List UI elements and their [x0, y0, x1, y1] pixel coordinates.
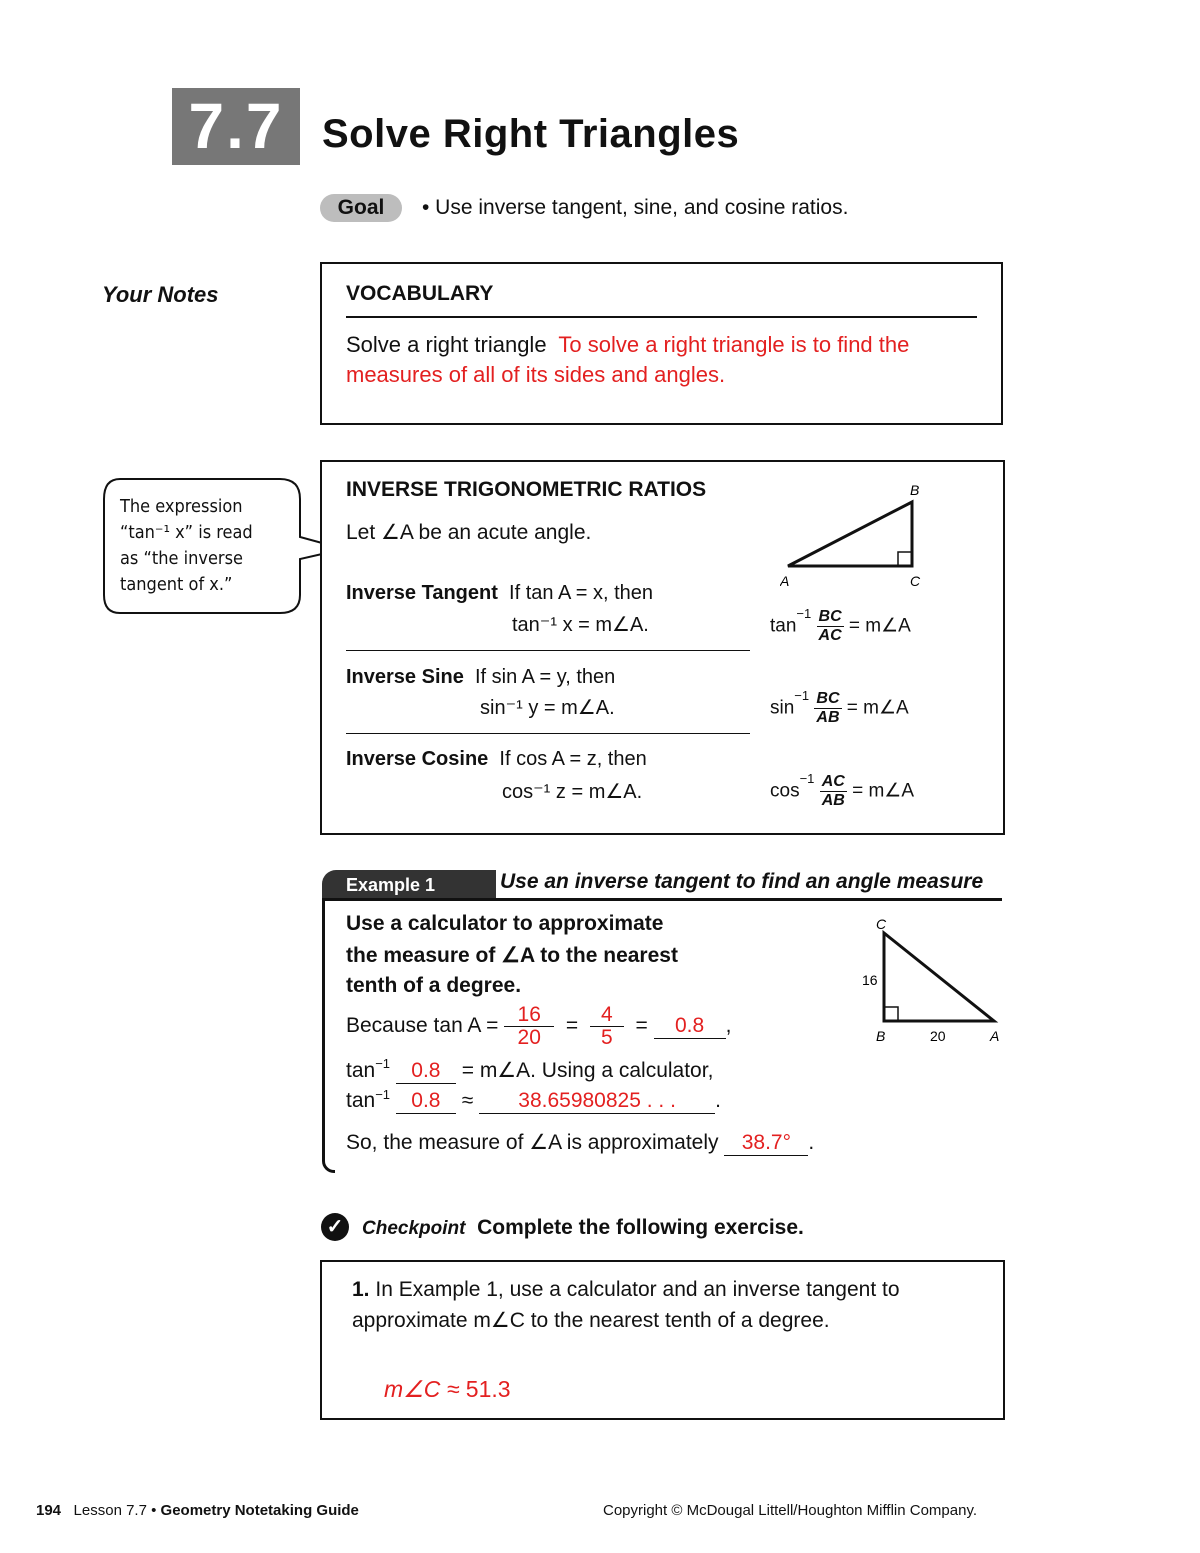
vertex-label-c: C: [910, 573, 921, 589]
exercise-1: 1. In Example 1, use a calculator and an inverse tangent to approximate m∠C to the nearest tenth of a degree.: [352, 1278, 900, 1332]
divider: [346, 733, 750, 734]
lesson-number: 7.7: [172, 88, 300, 165]
ratio-answer: 0.8: [654, 1014, 726, 1039]
inverse-trig-intro: Let ∠A be an acute angle.: [346, 521, 592, 544]
vocabulary-entry: [346, 330, 986, 390]
divider: [346, 650, 750, 651]
checkpoint-title: Checkpoint Complete the following exercise.: [362, 1216, 804, 1239]
footer-copyright: Copyright © McDougal Littell/Houghton Mifflin Company.: [603, 1502, 978, 1519]
footer-left: 194 Lesson 7.7 • Geometry Notetaking Guide: [36, 1502, 359, 1519]
page-title: Solve Right Triangles: [322, 112, 740, 156]
triangle-abc-diagram: [780, 484, 930, 594]
side-label-16: 16: [862, 972, 878, 988]
vertex-label-a: A: [990, 1028, 1000, 1044]
inverse-sine-row: Inverse Sine If sin A = y, then: [346, 666, 616, 688]
tan-inverse-input: 0.8: [396, 1059, 456, 1084]
page-number: 194: [36, 1502, 62, 1519]
vertex-label-a: A: [780, 573, 790, 589]
cosine-formula: $\cos^{-1}$ $\frac{AC}{AB}$ = m∠A: [770, 771, 914, 809]
vocabulary-definition: To solve a right triangle is to find the measures of all of its sides and angles.: [346, 332, 910, 387]
exercise-box: [320, 1260, 1005, 1420]
callout-text: The expression “tan⁻¹ x” is read as “the inverse tangent of x.”: [120, 496, 253, 595]
sine-formula: $\sin^{-1}$ $\frac{BC}{AB}$ = m∠A: [770, 688, 909, 726]
example-triangle-diagram: [858, 915, 1008, 1045]
checkmark-icon: ✓: [321, 1213, 349, 1241]
example-prompt-line2: the measure of ∠A to the nearest: [346, 944, 678, 967]
example-answer: 38.7°: [724, 1131, 808, 1156]
goal-badge: Goal: [320, 194, 402, 222]
example-prompt-line1: Use a calculator to approximate: [346, 912, 664, 935]
vertex-label-c: C: [876, 916, 887, 932]
frac2-denominator: 5: [600, 1026, 613, 1049]
inverse-cosine-row: Inverse Cosine If cos A = z, then: [346, 748, 647, 770]
frac1-denominator: 20: [517, 1026, 541, 1049]
inverse-trig-box: [320, 460, 1005, 835]
frac2-numerator: 4: [590, 1004, 624, 1027]
inverse-cosine-result: cos⁻¹ z = m∠A.: [502, 781, 643, 803]
tangent-formula: $\tan^{-1}$ $\frac{BC}{AC}$ = m∠A: [770, 606, 911, 644]
inverse-sine-result: sin⁻¹ y = m∠A.: [480, 697, 615, 719]
example-bracket: [322, 898, 335, 1173]
frac1-numerator: 16: [504, 1004, 554, 1027]
example-tab: Example 1: [322, 870, 496, 900]
vertex-label-b: B: [876, 1028, 886, 1044]
your-notes-label: Your Notes: [102, 282, 219, 307]
example-prompt-line3: tenth of a degree.: [346, 974, 522, 997]
goal-text: • Use inverse tangent, sine, and cosine ratios.: [422, 196, 849, 219]
calculator-result: 38.65980825 . . .: [479, 1089, 715, 1114]
example-conclusion: So, the measure of ∠A is approximately 38.7° .: [346, 1131, 815, 1154]
example-title: Use an inverse tangent to find an angle measure: [500, 870, 984, 893]
vocabulary-heading: VOCABULARY: [346, 282, 494, 305]
vertex-label-b: B: [910, 484, 920, 498]
example-calculator-line: $\tan^{-1} 0.8 \approx 38.65980825$ . . . .: [346, 1087, 721, 1112]
inverse-tangent-row: Inverse Tangent If tan A = x, then: [346, 582, 654, 604]
divider: [322, 898, 1002, 901]
example-tan-inverse-line: $\tan^{-1} 0.8$ = m∠A. Using a calculator,: [346, 1056, 714, 1082]
example-because-line: Because tan A = $\frac{16}{20}$ = $\frac{4}{5}$ = 0.8 ,: [346, 1003, 732, 1049]
vocabulary-box: [320, 262, 1003, 425]
vocabulary-term: Solve a right triangle: [346, 332, 547, 357]
inverse-trig-heading: INVERSE TRIGONOMETRIC RATIOS: [346, 478, 707, 501]
inverse-tangent-result: tan⁻¹ x = m∠A.: [512, 614, 649, 636]
side-label-20: 20: [930, 1028, 946, 1044]
divider: [346, 316, 977, 318]
tan-inverse-input-2: 0.8: [396, 1089, 456, 1114]
exercise-1-answer: m∠C ≈ 51.3: [384, 1376, 511, 1402]
